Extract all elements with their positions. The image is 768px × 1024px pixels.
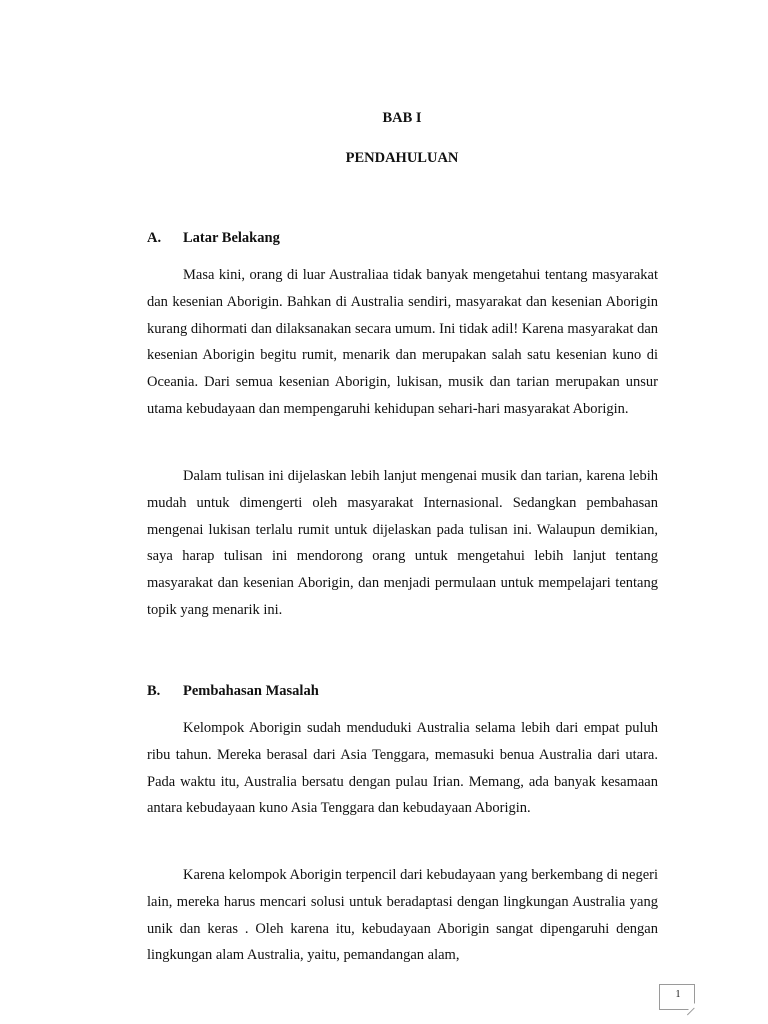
- chapter-number: BAB I: [382, 110, 422, 126]
- section-heading-b: [147, 683, 319, 700]
- page-number: 1: [675, 989, 681, 1000]
- section-letter: B.: [147, 683, 161, 699]
- section-title: Latar Belakang: [183, 230, 280, 246]
- paragraph-b1: Kelompok Aborigin sudah menduduki Australia selama lebih dari empat puluh ribu tahun. Mereka berasal dari Asia Tenggara, memasuki benua Australia dari utara. Pada waktu itu, Australia bersatu dengan pulau Irian. Memang, ada banyak kesamaan antara kebudayaan kuno Asia Tenggara dan kebudayaan Aborigin.: [147, 720, 658, 817]
- section-heading-a: [147, 230, 280, 247]
- paragraph-b2: Karena kelompok Aborigin terpencil dari kebudayaan yang berkembang di negeri lain, mereka harus mencari solusi untuk beradaptasi dengan lingkungan Australia yang unik dan keras . Oleh karena itu, kebudayaan Aborigin sangat dipengaruhi dengan lingkungan alam Australia, yaitu, pemandangan alam,: [147, 867, 658, 964]
- paragraph-a1: Masa kini, orang di luar Australiaa tidak banyak mengetahui tentang masyarakat dan kesenian Aborigin. Bahkan di Australia sendiri, masyarakat dan kesenian Aborigin kurang dihormati dan dilaksanakan secara umum. Ini tidak adil! Karena masyarakat dan kesenian Aborigin begitu rumit, menarik dan merupakan salah satu kesenian kuno di Oceania. Dari semua kesenian Aborigin, lukisan, musik dan tarian merupakan unsur utama kebudayaan dan mempengaruhi kehidupan sehari-hari masyarakat Aborigin.: [147, 267, 658, 417]
- chapter-title: PENDAHULUAN: [345, 150, 459, 166]
- page-number-box: [659, 984, 695, 1010]
- paragraph-a2: Dalam tulisan ini dijelaskan lebih lanjut mengenai musik dan tarian, karena lebih mudah untuk dimengerti oleh masyarakat Internasional. Sedangkan pembahasan mengenai lukisan terlalu rumit untuk dijelaskan pada tulisan ini. Walaupun demikian, saya harap tulisan ini mendorong orang untuk mengetahui lebih lanjut tentang masyarakat dan kesenian Aborigin, dan menjadi permulaan untuk mempelajari tentang topik yang menarik ini.: [147, 468, 658, 618]
- section-letter: A.: [147, 230, 162, 246]
- section-title: Pembahasan Masalah: [183, 683, 319, 699]
